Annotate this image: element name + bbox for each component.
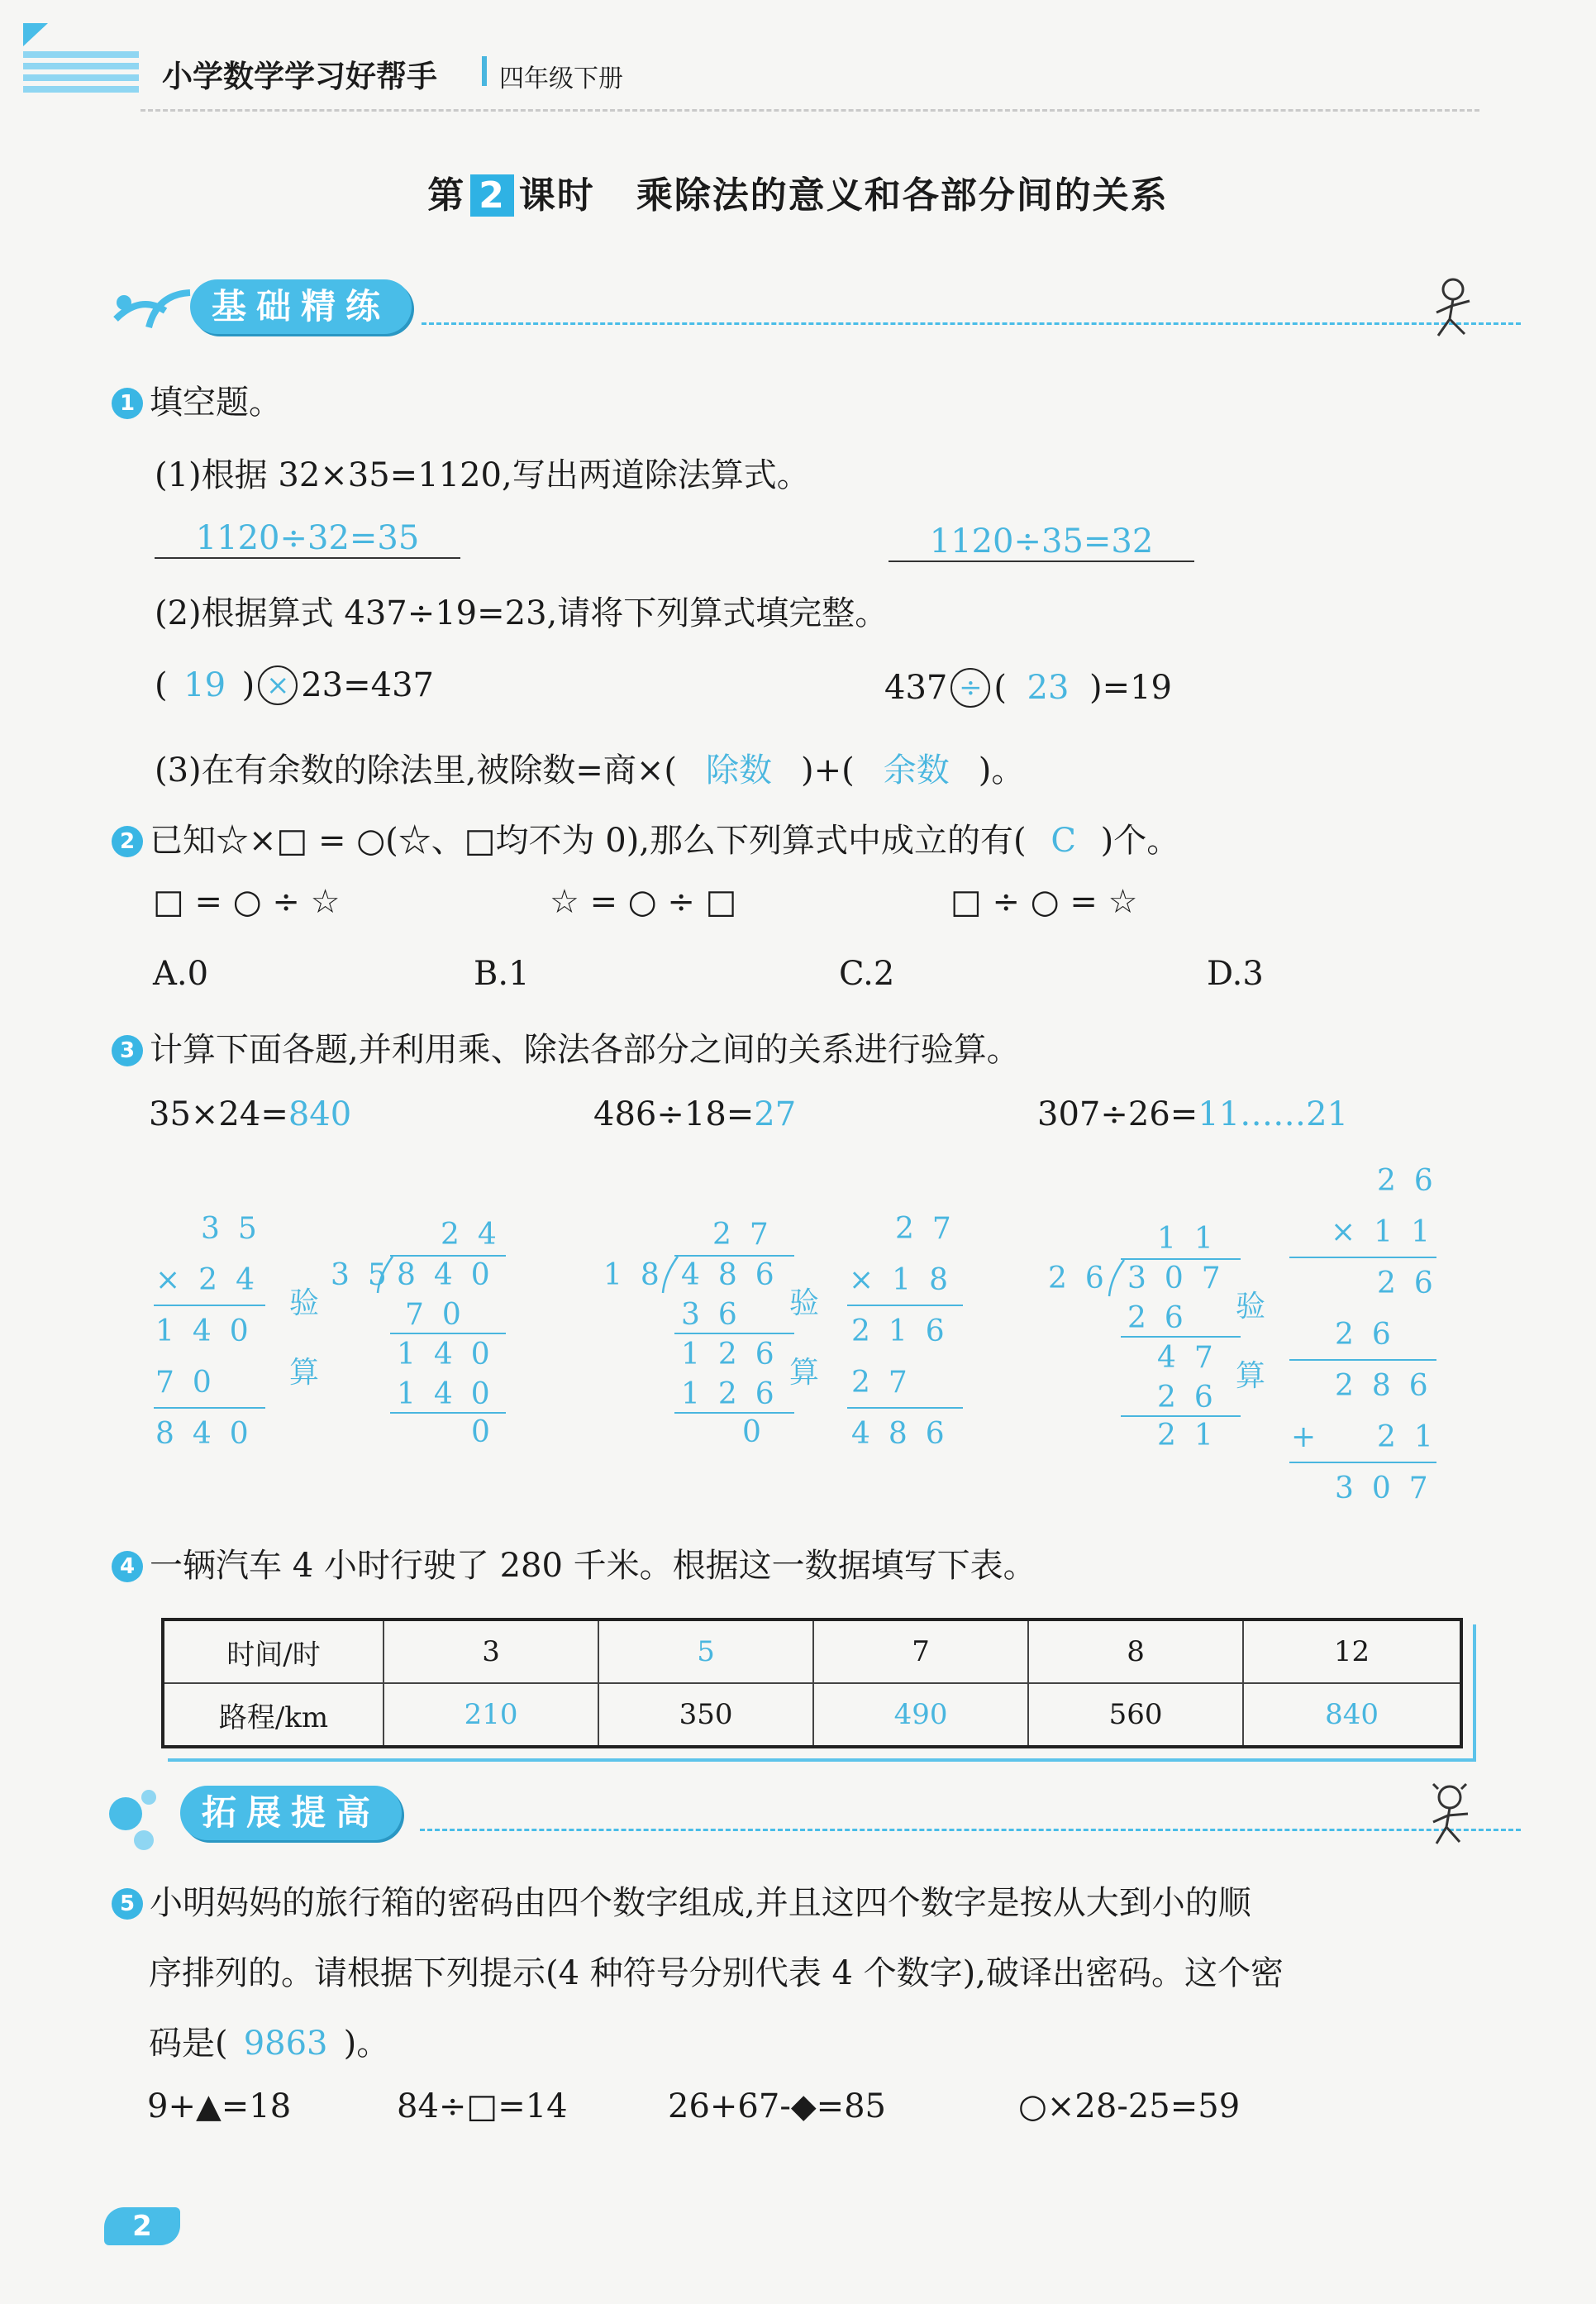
w-step: 21	[1157, 1419, 1232, 1453]
w-b: ×18	[849, 1263, 966, 1297]
q4-stem	[112, 1539, 1036, 1586]
q1-blank-remainder: 余数	[883, 751, 950, 789]
girl-icon	[1422, 1782, 1479, 1848]
w-step: 126	[681, 1377, 793, 1411]
w-e: 486	[851, 1417, 963, 1451]
q3-expr-1	[149, 1095, 351, 1133]
table-cell-answer: 840	[1243, 1683, 1461, 1747]
section-banner-extend	[107, 1786, 1479, 1844]
q2-text-end: )个。	[1100, 822, 1180, 860]
header-rule	[141, 109, 1479, 112]
expr: 307÷26=	[1037, 1095, 1198, 1133]
w-divisor: 26	[1048, 1262, 1122, 1295]
w-step: 0	[471, 1415, 508, 1449]
w-c: 26	[1377, 1266, 1451, 1300]
w-e: 286	[1335, 1369, 1446, 1403]
q1-part2-prompt: (2)根据算式 437÷19=23,请将下列算式填完整。	[155, 594, 889, 632]
w-step: 140	[397, 1338, 508, 1371]
q5-line-2: 序排列的。请根据下列提示(4 种符号分别代表 4 个数字),破译出密码。这个密	[149, 1954, 1284, 1992]
circled-operator: ×	[258, 665, 298, 705]
w-f: 21	[1377, 1420, 1451, 1454]
q1-part2-b	[884, 668, 1172, 708]
w-step: 36	[681, 1298, 755, 1332]
q2-option-a: A.0	[153, 955, 209, 993]
w-d: 70	[155, 1366, 230, 1400]
table-cell: 560	[1028, 1683, 1243, 1747]
paren: (	[993, 669, 1007, 707]
lesson-suffix: 课时	[518, 174, 595, 217]
q5-text: 小明妈妈的旅行箱的密码由四个数字组成,并且这四个数字是按从大到小的顺	[150, 1884, 1251, 1922]
table-header: 路程/km	[163, 1683, 384, 1747]
q3-expr-3	[1037, 1095, 1348, 1133]
q2-equation-3: □ ÷ ○ = ☆	[950, 883, 1138, 921]
w-step: 47	[1157, 1341, 1232, 1375]
w-b: ×11	[1331, 1215, 1448, 1249]
paren: )	[241, 666, 255, 704]
w-quotient: 11	[1157, 1222, 1232, 1256]
q1-answer-1: 1120÷32=35	[155, 519, 460, 559]
section-title-basic: 基础精练	[190, 279, 412, 334]
sprout-icon	[107, 286, 198, 336]
table-cell: 350	[598, 1683, 813, 1747]
q1-part3-mid: )+(	[801, 751, 855, 789]
q1-part1-prompt: (1)根据 32×35=1120,写出两道除法算式。	[155, 456, 810, 494]
grade-label: 四年级下册	[499, 64, 623, 93]
q2-answer: C	[1051, 822, 1076, 860]
q2-option-d: D.3	[1207, 955, 1264, 993]
q2-text: 已知☆×□ = ○(☆、□均不为 0),那么下列算式中成立的有(	[150, 822, 1027, 860]
w-g: 307	[1335, 1472, 1446, 1505]
q1-part3-prompt: (3)在有余数的除法里,被除数=商×(	[155, 751, 678, 789]
w-dividend: 840	[397, 1258, 508, 1292]
result: 27	[754, 1095, 797, 1133]
division-bracket	[376, 1255, 394, 1295]
q2-option-c: C.2	[839, 955, 895, 993]
w-d: 26	[1335, 1318, 1409, 1352]
w-step: 126	[681, 1338, 793, 1371]
w-c: 140	[155, 1314, 267, 1348]
q5-hint-4: ○×28-25=59	[1018, 2087, 1241, 2125]
table-cell-answer: 490	[813, 1683, 1028, 1747]
w-c: 216	[851, 1314, 963, 1348]
w-a: 26	[1377, 1164, 1451, 1198]
q1-blank-23: 23	[1027, 669, 1070, 707]
speed-table	[161, 1618, 1463, 1748]
w-step: 0	[742, 1415, 779, 1449]
q5-answer: 9863	[243, 2025, 328, 2063]
section-dash	[420, 1829, 1521, 1831]
check-label: 算	[789, 1356, 820, 1390]
w-dividend: 486	[681, 1258, 793, 1292]
table-cell: 12	[1243, 1619, 1461, 1683]
q1-text: 填空题。	[150, 384, 282, 422]
q2-equation-1: □ = ○ ÷ ☆	[153, 883, 341, 921]
table-row-distance	[163, 1683, 1461, 1747]
w-b: ×24	[155, 1263, 273, 1297]
q4-text: 一辆汽车 4 小时行驶了 280 千米。根据这一数据填写下表。	[150, 1547, 1036, 1585]
w-step: 140	[397, 1377, 508, 1411]
q3-stem	[112, 1023, 1020, 1071]
table-cell: 3	[384, 1619, 598, 1683]
check-label: 算	[289, 1356, 320, 1390]
table-cell: 8	[1028, 1619, 1243, 1683]
q1-blank-divisor: 除数	[706, 751, 773, 789]
bubbles-icon	[107, 1786, 182, 1852]
division-bracket	[661, 1255, 679, 1295]
check-label: 算	[1236, 1359, 1266, 1393]
book-title: 小学数学学习好帮手	[162, 59, 437, 94]
header-divider	[482, 56, 487, 86]
table-cell-answer: 210	[384, 1683, 598, 1747]
w-divisor: 18	[603, 1258, 678, 1292]
question-number: 1	[112, 388, 143, 419]
q2-option-b: B.1	[474, 955, 530, 993]
w-step: 70	[405, 1298, 479, 1332]
section-dash	[422, 322, 1521, 325]
equation-rest: )=19	[1089, 669, 1172, 707]
question-number: 4	[112, 1551, 143, 1582]
q5-hint-3: 26+67-◆=85	[668, 2087, 887, 2125]
q3-text: 计算下面各题,并利用乘、除法各部分之间的关系进行验算。	[150, 1031, 1020, 1069]
lesson-title	[0, 165, 1596, 218]
q1-blank-19: 19	[183, 666, 226, 704]
lesson-number: 2	[470, 174, 514, 217]
q5-hint-1: 9+▲=18	[147, 2087, 292, 2125]
check-label: 验	[289, 1286, 320, 1320]
question-number: 2	[112, 826, 143, 857]
q5-line-1	[112, 1877, 1251, 1924]
q3-expr-2	[593, 1095, 796, 1133]
q1-answer-2: 1120÷35=32	[889, 522, 1194, 562]
lesson-prefix: 第	[427, 174, 466, 217]
question-number: 5	[112, 1888, 143, 1920]
q5-text-end: )。	[343, 2025, 390, 2063]
w-quotient: 24	[441, 1218, 515, 1252]
expr: 35×24=	[149, 1095, 288, 1133]
lesson-name: 乘除法的意义和各部分间的关系	[636, 174, 1169, 217]
q2-equation-2: ☆ = ○ ÷ □	[550, 883, 737, 921]
check-label: 验	[789, 1286, 820, 1320]
q1-part2-a	[155, 665, 434, 705]
w-divisor: 35	[331, 1258, 405, 1292]
w-plus: +	[1291, 1420, 1335, 1454]
circled-operator: ÷	[950, 668, 990, 708]
q2-stem	[112, 814, 1179, 861]
q5-hint-2: 84÷□=14	[397, 2087, 568, 2125]
equation-rest: 23=437	[301, 666, 434, 704]
w-step: 26	[1127, 1301, 1202, 1335]
division-bracket	[1108, 1258, 1126, 1298]
table-row-time	[163, 1619, 1461, 1683]
w-a: 35	[201, 1212, 275, 1246]
section-title-extend: 拓展提高	[180, 1786, 402, 1840]
table-cell: 7	[813, 1619, 1028, 1683]
w-step: 26	[1157, 1381, 1232, 1414]
q1-part3-end: )。	[978, 751, 1025, 789]
result: 840	[288, 1095, 352, 1133]
table-header: 时间/时	[163, 1619, 384, 1683]
q5-text: 码是(	[149, 2025, 228, 2063]
runner-icon	[1422, 276, 1479, 342]
w-a: 27	[895, 1212, 970, 1246]
check-label: 验	[1236, 1290, 1266, 1324]
w-dividend: 307	[1127, 1262, 1239, 1295]
w-d: 27	[851, 1366, 926, 1400]
section-banner-basic	[107, 279, 1479, 337]
header-stripes-decoration	[23, 23, 139, 99]
w-e: 840	[155, 1417, 267, 1451]
table-cell-answer: 5	[598, 1619, 813, 1683]
q1-stem	[112, 376, 282, 423]
result: 11……21	[1198, 1095, 1349, 1133]
q5-line-3	[149, 2017, 389, 2064]
page-number: 2	[104, 2207, 180, 2245]
paren: (	[155, 666, 168, 704]
w-quotient: 27	[712, 1218, 787, 1252]
q1-part3	[155, 744, 1024, 791]
dividend: 437	[884, 669, 948, 707]
expr: 486÷18=	[593, 1095, 755, 1133]
question-number: 3	[112, 1035, 143, 1066]
